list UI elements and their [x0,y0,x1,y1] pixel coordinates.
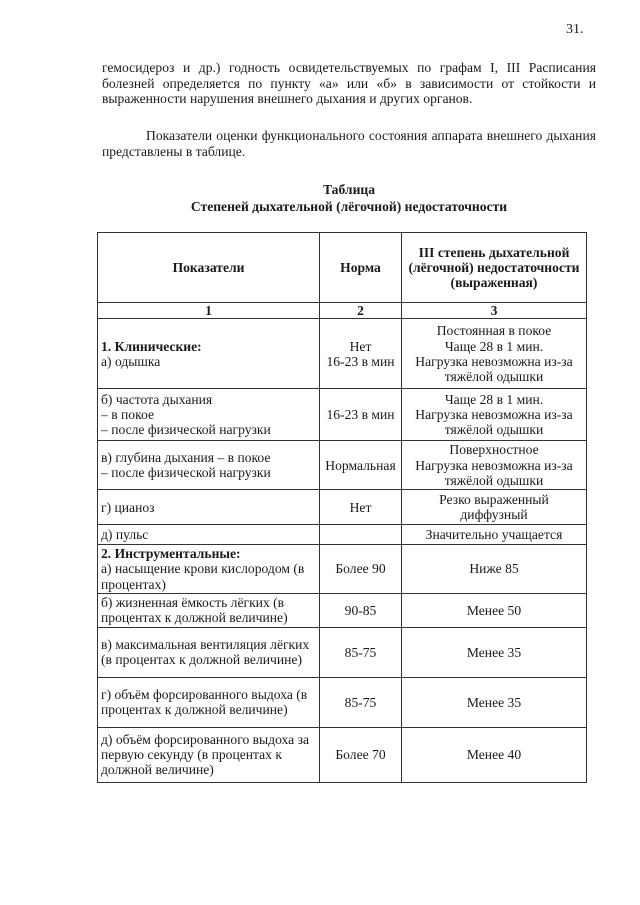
column-number: 1 [98,303,320,319]
table-body [98,319,587,782]
table-header-row [98,233,587,303]
table-row [98,627,587,677]
indicator-cell-line: – в покое [101,407,154,423]
indicator-cell [98,727,320,782]
indicator-cell [98,389,320,441]
norm-cell [320,545,402,594]
table-row [98,389,587,441]
header-degree-3: III степень дыхательной (лёгочной) недостаточности (выраженная) [402,233,587,303]
degree-cell-line: Ниже 85 [469,561,519,577]
indicator-cell-line: а) насыщение крови кислородом (в процентах) [101,561,305,592]
column-number: 2 [320,303,402,319]
norm-cell-line: Нет [349,499,372,515]
norm-cell [320,677,402,727]
degree-cell-line: Чаще 28 в 1 мин. [444,391,544,407]
norm-cell-line: Нет [349,338,372,354]
degree-cell [402,490,587,525]
degree-cell-line: Нагрузка невозможна из-за тяжёлой одышки [415,353,573,385]
norm-cell-line: 85-75 [344,694,377,710]
table-row [98,441,587,490]
degree-cell-line: Резко выраженный диффузный [439,491,549,523]
indicator-cell-line: 1. Клинические: [101,338,202,354]
degree-cell [402,677,587,727]
indicator-cell [98,677,320,727]
column-number: 3 [402,303,587,319]
degree-cell-line: Менее 35 [466,644,522,660]
norm-cell-line: 16-23 в мин [326,407,395,423]
table-row [98,727,587,782]
degree-cell-line: Чаще 28 в 1 мин. [444,338,544,354]
indicator-cell-line: г) объём форсированного выдоха (в процентах к должной величине) [101,686,308,718]
norm-cell [320,319,402,389]
indicator-cell [98,490,320,525]
table-row [98,594,587,628]
indicator-cell-line: б) частота дыхания [101,391,213,407]
caption-title: Степеней дыхательной (лёгочной) недостаточности [190,199,508,214]
degree-cell-line: Нагрузка невозможна из-за тяжёлой одышки [415,407,573,438]
paragraph-table-intro: Показатели оценки функционального состояния аппарата внешнего дыхания представлены в таблице. [102,128,596,159]
indicator-cell-line: б) жизненная ёмкость лёгких (в процентах к должной величине) [101,595,288,626]
table-row [98,677,587,727]
indicator-cell [98,441,320,490]
degree-cell-line: Менее 40 [466,747,522,763]
degree-cell [402,525,587,545]
indicator-cell-line: д) объём форсированного выдоха за первую секунду (в процентах к должной величине) [101,731,310,778]
column-number-row [98,303,587,319]
indicator-cell-line: д) пульс [101,527,149,543]
degree-cell-line: Менее 35 [466,694,522,710]
table-row [98,545,587,594]
paragraph-intro: гемосидероз и др.) годность освидетельствуемых по графам I, III Расписания болезней определяется по пункту «а» или «б» в зависимости от стойкости и выраженности нарушения внешнего дыхания и других органов. [102,60,596,107]
indicator-cell-line: г) цианоз [101,499,155,515]
degree-cell [402,545,587,594]
table-row [98,490,587,525]
degree-cell-line: Значительно учащается [425,527,563,543]
indicator-cell [98,525,320,545]
norm-cell [320,594,402,628]
norm-cell [320,490,402,525]
norm-cell-line: 16-23 в мин [326,353,395,369]
norm-cell [320,389,402,441]
table-row [98,525,587,545]
norm-cell [320,525,402,545]
indicator-cell-line: – после физической нагрузки [101,422,271,438]
degree-cell [402,389,587,441]
norm-cell-line: Нормальная [325,457,396,473]
respiratory-failure-table [97,232,587,783]
indicator-cell [98,594,320,628]
indicator-cell [98,545,320,594]
indicator-cell [98,627,320,677]
norm-cell-line: 85-75 [344,644,377,660]
degree-cell-line: Постоянная в покое [436,323,552,339]
indicator-cell-line: а) одышка [101,353,161,369]
degree-cell [402,727,587,782]
indicator-cell [98,319,320,389]
norm-cell [320,441,402,490]
norm-cell [320,627,402,677]
norm-cell-line: Более 90 [335,561,386,577]
indicator-cell-line: в) максимальная вентиляция лёгких (в процентах к должной величине) [101,636,310,668]
norm-cell-line: Более 70 [335,747,386,763]
caption-label: Таблица [322,182,376,197]
degree-cell-line: Поверхностное [449,442,539,458]
indicator-cell-line: 2. Инструментальные: [101,546,241,562]
norm-cell [320,727,402,782]
page-number: 31. [566,22,584,37]
degree-cell [402,319,587,389]
degree-cell-line: Нагрузка невозможна из-за тяжёлой одышки [415,457,573,488]
degree-cell [402,594,587,628]
degree-cell-line: Менее 50 [466,602,522,618]
degree-cell [402,627,587,677]
norm-cell-line: 90-85 [344,602,377,618]
table-row [98,319,587,389]
table-caption [102,181,596,215]
header-norm: Норма [320,233,402,303]
degree-cell [402,441,587,490]
indicator-cell-line: в) глубина дыхания – в покое [101,449,271,465]
header-indicators: Показатели [98,233,320,303]
indicator-cell-line: – после физической нагрузки [101,465,271,481]
